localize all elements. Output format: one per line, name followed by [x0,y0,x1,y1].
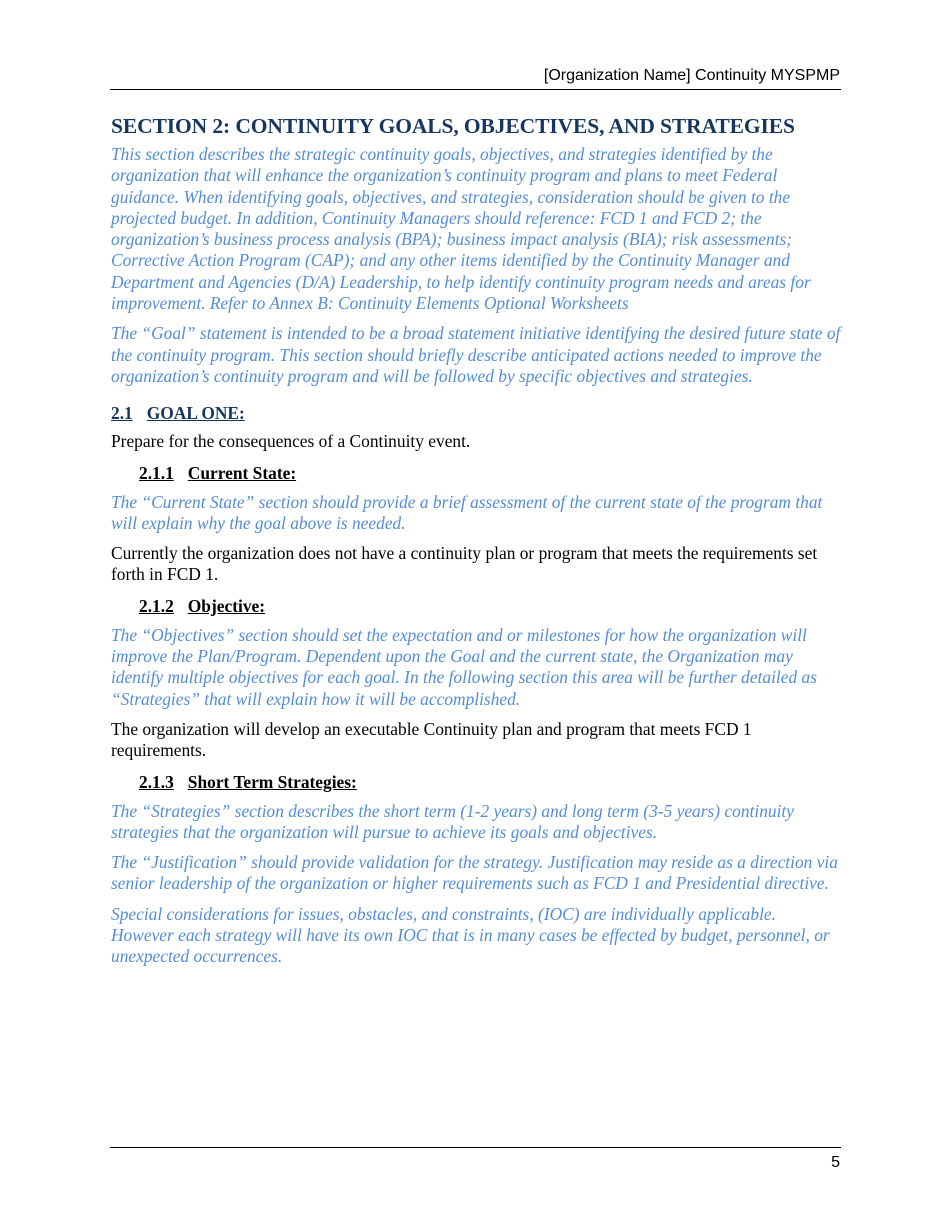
current-state-number: 2.1.1 [139,462,174,483]
goal-one-number: 2.1 [111,403,133,424]
current-state-guidance: The “Current State” section should provide a brief assessment of the current state of the program that will explain why the goal above is needed. [111,491,823,533]
short-term-number: 2.1.3 [139,771,174,792]
objective-guidance: The “Objectives” section should set the expectation and or milestones for how the organization will improve the Plan/Program. Dependent upon the Goal and the current state, the Organization may identify multiple objectives for each goal. In the following section this area will be further detailed as “Strategies” that will explain how it will be accomplished. [111,624,817,709]
section-title: SECTION 2: CONTINUITY GOALS, OBJECTIVES, AND STRATEGIES [111,114,795,138]
justification-guidance: The “Justification” should provide validation for the strategy. Justification may reside as a direction via senior leadership of the organization or higher requirements such as FCD 1 and Presidential directive. [111,852,838,894]
goal-guidance: The “Goal” statement is intended to be a broad statement initiative identifying the desired future state of the continuity program. This section should briefly describe anticipated actions needed to improve the organization’s continuity program and will be followed by specific objectives and strategies. [111,323,841,386]
page-number: 5 [831,1154,840,1171]
header-rule [110,89,841,90]
short-term-strategies-heading [139,771,841,793]
goal-one-statement: Prepare for the consequences of a Continuity event. [111,431,471,452]
objective-number: 2.1.2 [139,595,174,616]
goal-one-heading [111,402,841,424]
strategies-guidance: The “Strategies” section describes the short term (1-2 years) and long term (3-5 years) continuity strategies that the organization will pursue to achieve its goals and objectives. [111,800,794,842]
current-state-text: Currently the organization does not have a continuity plan or program that meets the requirements set forth in FCD 1. [111,543,818,585]
section-intro-guidance: This section describes the strategic continuity goals, objectives, and strategies identified by the organization that will enhance the organization’s continuity program and plans to meet Federal guidance. When identifying goals, objectives, and strategies, consideration should be given to the projected budget. In addition, Continuity Managers should reference: FCD 1 and FCD 2; the organization’s business process analysis (BPA); business impact analysis (BIA); risk assessments; Corrective Action Program (CAP); and any other items identified by the Continuity Manager and Department and Agencies (D/A) Leadership, to help identify continuity program needs and areas for improvement. Refer to Annex B: Continuity Elements Optional Worksheets [111,144,811,314]
objective-heading [139,595,841,617]
current-state-heading [139,462,841,484]
short-term-title: Short Term Strategies: [187,771,357,792]
objective-text: The organization will develop an executable Continuity plan and program that meets FCD 1 requirements. [111,718,752,761]
goal-one-title: GOAL ONE: [146,403,245,424]
ioc-guidance: Special considerations for issues, obstacles, and constraints, (IOC) are individually applicable. However each strategy will have its own IOC that is in many cases be effected by budget, personnel, or unexpected occurrences. [111,903,830,967]
objective-title: Objective: [187,595,266,616]
current-state-title: Current State: [187,462,297,483]
running-header: [Organization Name] Continuity MYSPMP [543,67,840,84]
footer-rule [110,1147,841,1148]
page-content [111,112,841,977]
